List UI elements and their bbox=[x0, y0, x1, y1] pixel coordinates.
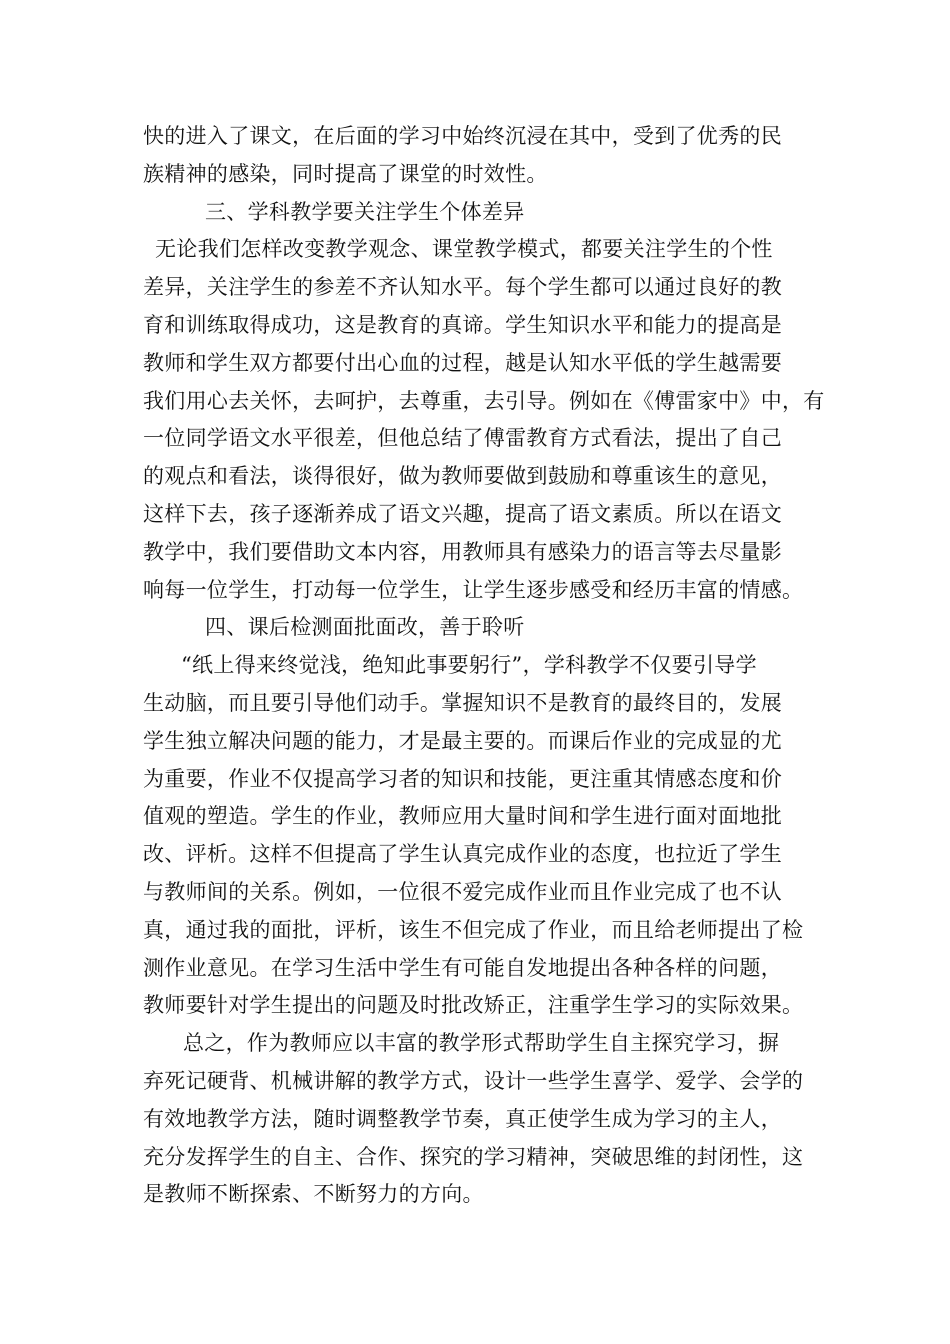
text-line: 为重要，作业不仅提高学习者的知识和技能，更注重其情感态度和价 bbox=[143, 766, 782, 791]
text-line: 充分发挥学生的自主、合作、探究的学习精神，突破思维的封闭性，这 bbox=[143, 1144, 804, 1169]
text-line: 快的进入了课文，在后面的学习中始终沉浸在其中，受到了优秀的民 bbox=[143, 124, 782, 148]
text-line: 弃死记硬背、机械讲解的教学方式，设计一些学生喜学、爱学、会学的 bbox=[143, 1068, 804, 1093]
text-line: 与教师间的关系。例如，一位很不爱完成作业而且作业完成了也不认 bbox=[143, 879, 782, 904]
text-line: 差异，关注学生的参差不齐认知水平。每个学生都可以通过良好的教 bbox=[143, 275, 782, 300]
text-line: 值观的塑造。学生的作业，教师应用大量时间和学生进行面对面地批 bbox=[143, 804, 782, 829]
text-line: 响每一位学生，打动每一位学生，让学生逐步感受和经历丰富的情感。 bbox=[143, 577, 804, 602]
text-line: 的观点和看法，谈得很好，做为教师要做到鼓励和尊重该生的意见， bbox=[143, 464, 782, 489]
text-line: 育和训练取得成功，这是教育的真谛。学生知识水平和能力的提高是 bbox=[143, 312, 782, 337]
text-line: 我们用心去关怀，去呵护，去尊重，去引导。例如在《傅雷家中》中，有 bbox=[143, 388, 825, 413]
text-line: “纸上得来终觉浅，绝知此事要躬行”，学科教学不仅要引导学 bbox=[181, 653, 757, 678]
text-line: 学生独立解决问题的能力，才是最主要的。而课后作业的完成显的尤 bbox=[143, 728, 782, 753]
text-line: 是教师不断探索、不断努力的方向。 bbox=[143, 1182, 484, 1207]
text-line: 测作业意见。在学习生活中学生有可能自发地提出各种各样的问题， bbox=[143, 955, 782, 980]
text-line: 生动脑，而且要引导他们动手。掌握知识不是教育的最终目的，发展 bbox=[143, 690, 782, 715]
text-line: 教师和学生双方都要付出心血的过程，越是认知水平低的学生越需要 bbox=[143, 350, 782, 375]
text-line: 教学中，我们要借助文本内容，用教师具有感染力的语言等去尽量影 bbox=[143, 539, 782, 564]
section-heading-3: 三、学科教学要关注学生个体差异 bbox=[205, 199, 525, 224]
text-line: 总之，作为教师应以丰富的教学形式帮助学生自主探究学习，摒 bbox=[183, 1031, 780, 1056]
text-line: 无论我们怎样改变教学观念、课堂教学模式，都要关注学生的个性 bbox=[155, 237, 773, 262]
text-line: 真，通过我的面批，评析，该生不但完成了作业，而且给老师提出了检 bbox=[143, 917, 804, 942]
text-line: 改、评析。这样不但提高了学生认真完成作业的态度，也拉近了学生 bbox=[143, 842, 782, 867]
text-line: 族精神的感染，同时提高了课堂的时效性。 bbox=[143, 161, 548, 186]
document-body bbox=[143, 118, 823, 1214]
text-line: 这样下去，孩子逐渐养成了语文兴趣，提高了语文素质。所以在语文 bbox=[143, 501, 782, 526]
text-line: 一位同学语文水平很差，但他总结了傅雷教育方式看法，提出了自己 bbox=[143, 426, 782, 451]
text-line: 有效地教学方法，随时调整教学节奏，真正使学生成为学习的主人， bbox=[143, 1106, 782, 1131]
text-line: 教师要针对学生提出的问题及时批改矫正，注重学生学习的实际效果。 bbox=[143, 993, 804, 1018]
section-heading-4: 四、课后检测面批面改，善于聆听 bbox=[205, 615, 525, 640]
